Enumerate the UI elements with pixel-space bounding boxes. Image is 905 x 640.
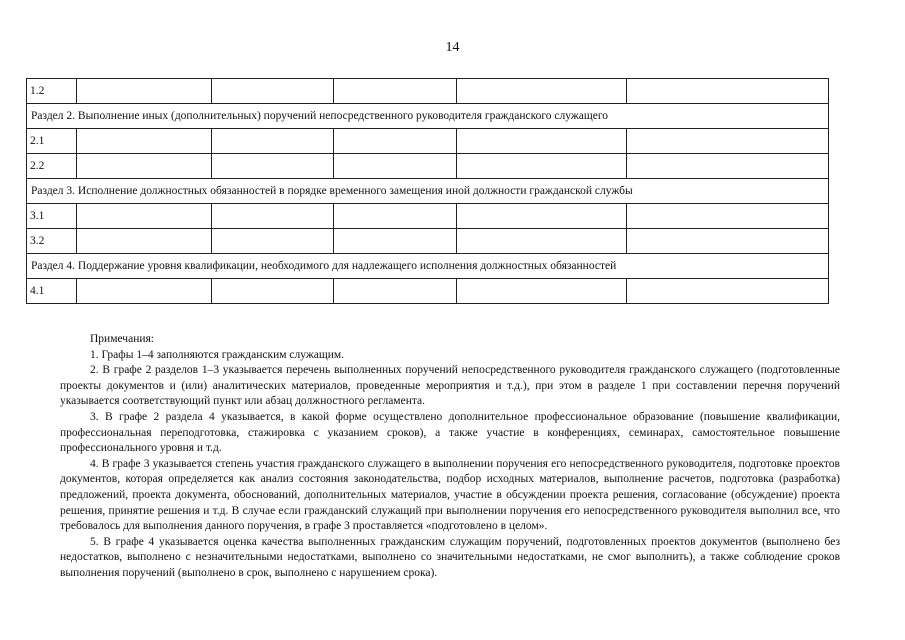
- section-row: [27, 104, 829, 129]
- report-table: [26, 78, 829, 304]
- empty-cell: [627, 79, 829, 104]
- row-number: 2.1: [27, 129, 77, 154]
- empty-cell: [334, 79, 457, 104]
- row-number: 1.2: [27, 79, 77, 104]
- empty-cell: [457, 279, 627, 304]
- note-item: 2. В графе 2 разделов 1–3 указывается перечень выполненных поручений непосредственного руководителя гражданского служащего (подготовленные проекты документов и (или) аналитических материалов, проведенные мероприятия и т.д.), при этом в разделе 1 при составлении перечня поручений указывается соответствующий пункт или абзац должностного регламента.: [60, 364, 840, 408]
- page-number: 14: [445, 40, 460, 55]
- row-number: 3.1: [27, 204, 77, 229]
- empty-cell: [77, 279, 212, 304]
- section-title: Раздел 4. Поддержание уровня квалификации, необходимого для надлежащего исполнения должностных обязанностей: [27, 254, 829, 279]
- empty-cell: [627, 129, 829, 154]
- note-item: 1. Графы 1–4 заполняются гражданским служащим.: [90, 348, 345, 361]
- notes: [60, 332, 840, 582]
- empty-cell: [334, 279, 457, 304]
- empty-cell: [627, 154, 829, 179]
- empty-cell: [77, 204, 212, 229]
- empty-cell: [212, 204, 334, 229]
- table-row: [27, 204, 829, 229]
- empty-cell: [627, 229, 829, 254]
- empty-cell: [334, 229, 457, 254]
- empty-cell: [457, 204, 627, 229]
- section-title: Раздел 2. Выполнение иных (дополнительных) поручений непосредственного руководителя гражданского служащего: [27, 104, 829, 129]
- empty-cell: [212, 229, 334, 254]
- table-row: [27, 154, 829, 179]
- empty-cell: [334, 154, 457, 179]
- note-item: 4. В графе 3 указывается степень участия гражданского служащего в выполнении поручения его непосредственного руководителя, подготовке проектов документов, которая определяется как анализ состояния законодательства, подбор исходных материалов, выполнение расчетов, подготовка (разработка) предложений, проекта документа, обоснований, дополнительных материалов, участие в обсуждении проекта решения, согласование (обсуждение) проекта решения, принятие решения и т.д. В случае если гражданский служащий при выполнении поручения его непосредственного руководителя выполнил все, что требовалось для выполнения данного поручения, в графе 3 проставляется «подготовлено в целом».: [60, 457, 840, 533]
- empty-cell: [77, 154, 212, 179]
- table-row: [27, 229, 829, 254]
- section-row: [27, 254, 829, 279]
- empty-cell: [212, 154, 334, 179]
- note-item: 3. В графе 2 раздела 4 указывается, в какой форме осуществлено дополнительное профессиональное образование (повышение квалификации, профессиональная переподготовка, стажировка с указанием сроков), а также участие в конференциях, семинарах, самостоятельное повышение профессионального уровня и т.д.: [60, 410, 840, 455]
- table-row: [27, 279, 829, 304]
- empty-cell: [627, 279, 829, 304]
- table-row: [27, 129, 829, 154]
- empty-cell: [212, 279, 334, 304]
- row-number: 3.2: [27, 229, 77, 254]
- section-title: Раздел 3. Исполнение должностных обязанностей в порядке временного замещения иной должности гражданской службы: [27, 179, 829, 204]
- note-item: 5. В графе 4 указывается оценка качества выполненных гражданским служащим поручений, подготовленных проектов документов (выполнено без недостатков, выполнено с незначительными недостатками, выполнено со значительными недостатками, не смог выполнить), а также соблюдение сроков выполнения поручений (выполнено в срок, выполнено с нарушением срока).: [60, 535, 840, 579]
- empty-cell: [334, 129, 457, 154]
- empty-cell: [457, 229, 627, 254]
- empty-cell: [212, 79, 334, 104]
- table-row: [27, 79, 829, 104]
- empty-cell: [77, 229, 212, 254]
- row-number: 4.1: [27, 279, 77, 304]
- empty-cell: [212, 129, 334, 154]
- empty-cell: [457, 79, 627, 104]
- notes-heading: Примечания:: [90, 333, 154, 345]
- empty-cell: [77, 79, 212, 104]
- empty-cell: [627, 204, 829, 229]
- row-number: 2.2: [27, 154, 77, 179]
- empty-cell: [334, 204, 457, 229]
- section-row: [27, 179, 829, 204]
- empty-cell: [77, 129, 212, 154]
- empty-cell: [457, 129, 627, 154]
- empty-cell: [457, 154, 627, 179]
